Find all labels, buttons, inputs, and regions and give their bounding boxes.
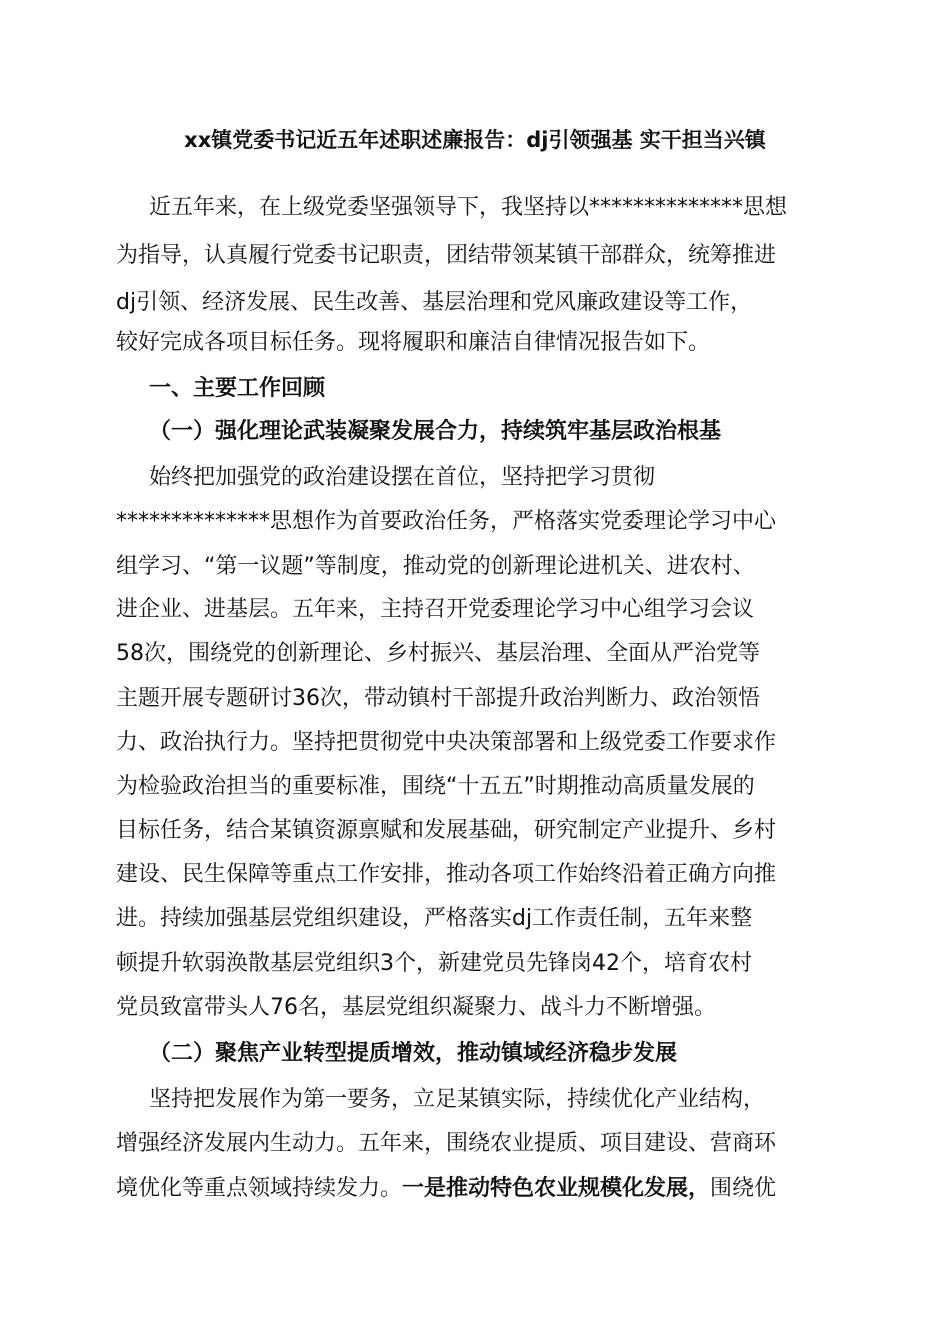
body-line: 力、政治执行力。坚持把贯彻党中央决策部署和上级党委工作要求作	[116, 730, 777, 755]
body-line: **************思想作为首要政治任务，严格落实党委理论学习中心	[116, 509, 777, 534]
subsection-heading: （二）聚焦产业转型提质增效，推动镇域经济稳步发展	[149, 1041, 678, 1066]
emphasis-text: 一是推动特色农业规模化发展，	[402, 1176, 711, 1201]
body-line: 坚持把发展作为第一要务，立足某镇实际，持续优化产业结构，	[149, 1087, 766, 1112]
body-line: 58次，围绕党的创新理论、乡村振兴、基层治理、全面从严治党等	[116, 641, 760, 666]
body-line: 顿提升软弱涣散基层党组织3个，新建党员先锋岗42个，培育农村	[116, 951, 752, 976]
body-line: 主题开展专题研讨36次，带动镇村干部提升政治判断力、政治领悟	[116, 686, 760, 711]
subsection-heading: （一）强化理论武装凝聚发展合力，持续筑牢基层政治根基	[149, 419, 722, 444]
body-line: 建设、民生保障等重点工作安排，推动各项工作始终沿着正确方向推	[116, 862, 777, 887]
body-line: 进。持续加强基层党组织建设，严格落实dj工作责任制，五年来整	[116, 906, 753, 931]
intro-line: 近五年来，在上级党委坚强领导下，我坚持以**************思想	[149, 195, 788, 220]
body-line: 目标任务，结合某镇资源禀赋和发展基础，研究制定产业提升、乡村	[116, 818, 777, 843]
body-line: 党员致富带头人76名，基层党组织凝聚力、战斗力不断增强。	[116, 995, 716, 1020]
intro-line: dj引领、经济发展、民生改善、基层治理和党风廉政建设等工作，	[116, 290, 753, 315]
body-line: 组学习、“第一议题”等制度，推动党的创新理论进机关、进农村、	[116, 554, 755, 579]
intro-line: 较好完成各项目标任务。现将履职和廉洁自律情况报告如下。	[116, 330, 711, 355]
body-line: 为检验政治担当的重要标准，围绕“十五五”时期推动高质量发展的	[116, 774, 755, 799]
body-line: 进企业、进基层。五年来，主持召开党委理论学习中心组学习会议	[116, 597, 755, 622]
intro-line: 为指导，认真履行党委书记职责，团结带领某镇干部群众，统筹推进	[116, 243, 777, 268]
body-text: 围绕优	[710, 1176, 777, 1201]
body-line	[116, 1173, 836, 1205]
body-text: 境优化等重点领域持续发力。	[116, 1176, 403, 1201]
section-heading: 一、主要工作回顾	[149, 376, 326, 401]
body-line: 始终把加强党的政治建设摆在首位，坚持把学习贯彻	[149, 465, 656, 490]
body-line: 增强经济发展内生动力。五年来，围绕农业提质、项目建设、营商环	[116, 1131, 777, 1156]
document-title: xx镇党委书记近五年述职述廉报告：dj引领强基 实干担当兴镇	[184, 128, 766, 152]
